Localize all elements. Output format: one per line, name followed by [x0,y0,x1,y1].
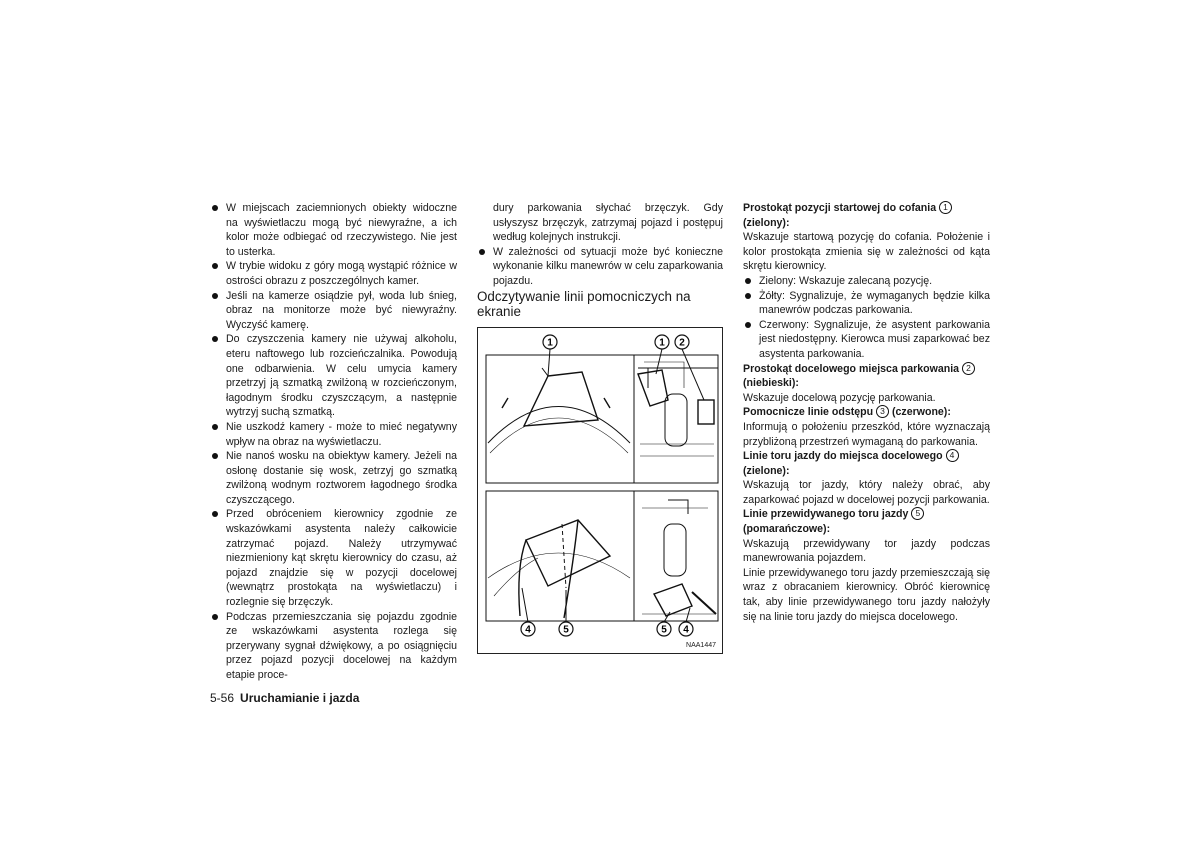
callout-5-bottom-left [559,590,573,636]
guide-rectangle [526,520,610,586]
column-middle [477,201,723,320]
bullet-item: W trybie widoku z góry mogą wystąpić różnice w ostrości obrazu z poszczególnych kamer. [210,259,457,288]
column-left [210,201,457,683]
page-number: 5-56 [210,691,235,705]
bullet-item: Podczas przemieszczania się pojazdu zgodnie ze wskazówkami asystenta rozlega się przerywany sygnał dźwiękowy, a po osiągnięciu przez pojazd pozycji docelowej na każdym etapie proce- [210,610,457,683]
figure-code: NAA1447 [686,642,716,649]
callout-4-bottom-left [521,588,535,636]
callout-number: 4 [946,449,959,462]
chapter-title: Uruchamianie i jazda [240,691,360,705]
svg-text:5: 5 [563,624,569,636]
bottom-screen-frame [486,491,718,621]
paragraph: Wskazuje startową pozycję do cofania. Położenie i kolor prostokąta zmienia się w zależności od kąta skrętu kierownicy. [743,231,990,273]
svg-text:1: 1 [659,337,665,349]
heading-start-rectangle: Prostokąt pozycji startowej do cofania 1 (zielony): [743,201,990,230]
callout-number: 1 [939,201,952,214]
bullet-item: Nie uszkodź kamery - może to mieć negatywny wpływ na obraz na wyświetlaczu. [210,420,457,449]
paragraph: Wskazuje docelową pozycję parkowania. [743,391,936,404]
bullet-item: Czerwony: Sygnalizuje, że asystent parkowania jest niedostępny. Kierowca musi zaparkować bez asystenta parkowania. [743,318,990,362]
target-rectangle [698,400,714,424]
section-title: Odczytywanie linii pomocniczych na ekranie [477,288,691,320]
parking-guide-figure [477,327,723,654]
bullet-item: Nie nanoś wosku na obiektyw kamery. Jeżeli na osłonę dostanie się wosk, zetrzyj go szmatką zwilżoną wodnym roztworem łagodnego środka czyszczącego. [210,449,457,507]
svg-text:2: 2 [679,337,685,349]
paragraph: Linie przewidywanego toru jazdy przemieszczają się wraz z obracaniem kierownicy. Obróć kierownicę tak, aby linie przewidywanego toru jazdy nałożyły się na linie toru jazdy do miejsca docelowego. [743,566,990,623]
paragraph: Informują o położeniu przeszkód, które wyznaczają przybliżoną przestrzeń wymaganą do parkowania. [743,420,990,448]
callout-number: 2 [962,362,975,375]
column-right [743,201,990,624]
svg-text:1: 1 [547,337,553,349]
callout-4-bottom-right [679,608,693,636]
parking-guide-illustration [478,328,722,653]
bullet-item: Żółty: Sygnalizuje, że wymaganych będzie kilka manewrów podczas parkowania. [743,289,990,318]
top-screen-frame [486,355,718,483]
heading-target-rectangle: Prostokąt docelowego miejsca parkowania 2 (niebieski): [743,362,990,391]
heading-predicted-path-lines: Linie przewidywanego toru jazdy 5 (pomarańczowe): [743,507,990,536]
rear-view-bumper [488,407,630,444]
car-top-view-2 [664,524,686,576]
bullet-item: W zależności od sytuacji może być konieczne wykonanie kilku manewrów w celu zaparkowania pojazdu. [477,245,723,289]
paragraph: Wskazują tor jazdy, który należy obrać, aby zaparkować pojazd w docelowej pozycji parkowania. [743,479,990,506]
car-top-view [665,394,687,446]
bullet-item: Przed obróceniem kierownicy zgodnie ze wskazówkami asystenta należy całkowicie zatrzymać pojazd. Należy utrzymywać niezmieniony kąt skrętu kierownicy do czasu, aż pojazd znajdzie się w pozycji docelowej (wewnątrz prostokąta na wyświetlaczu) i rozlegnie się brzęczyk. [210,507,457,609]
svg-text:4: 4 [525,624,531,636]
bullet-item: Do czyszczenia kamery nie używaj alkoholu, eteru naftowego lub rozcieńczalnika. Powodują one odbarwienia. W celu umycia kamery przetrzyj ją szmatką zwilżoną w rozcieńczonym, łagodnym środku czyszczącym, a następnie wytrzyj suchą szmatką. [210,332,457,420]
continued-text: dury parkowania słychać brzęczyk. Gdy usłyszysz brzęczyk, zatrzymaj pojazd i postępuj według kolejnych instrukcji. [493,202,723,244]
bullet-item: Zielony: Wskazuje zalecaną pozycję. [743,274,990,289]
callout-number: 3 [876,405,889,418]
svg-text:5: 5 [661,624,667,636]
svg-text:4: 4 [683,624,689,636]
bullet-item: Jeśli na kamerze osiądzie pył, woda lub śnieg, obraz na monitorze może być niewyraźny. Wyczyść kamerę. [210,289,457,333]
callout-number: 5 [911,507,924,520]
paragraph: Wskazują przewidywany tor jazdy podczas manewrowania pojazdem. [743,537,990,565]
heading-target-path-lines: Linie toru jazdy do miejsca docelowego 4 (zielone): [743,449,990,478]
page-footer [210,691,359,705]
heading-distance-lines: Pomocnicze linie odstępu 3 (czerwone): [743,406,951,419]
bullet-item: W miejscach zaciemnionych obiekty widoczne na wyświetlaczu mogą być niewyraźne, a ich kolor może odbiegać od rzeczywistego. Nie jest to usterka. [210,201,457,259]
